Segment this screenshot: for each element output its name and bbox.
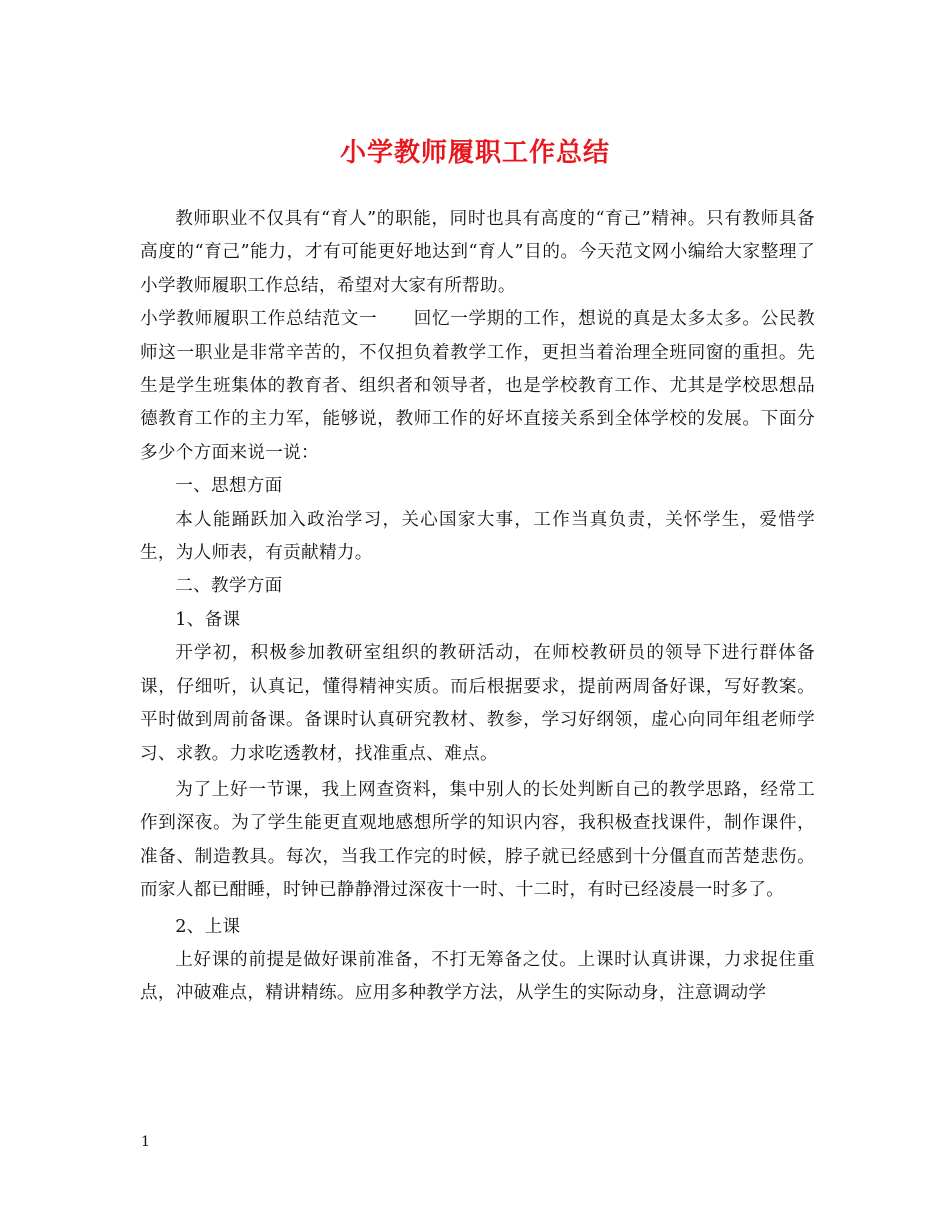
document-body	[140, 203, 815, 1011]
document-title: 小学教师履职工作总结	[339, 138, 610, 168]
subheading-class: 2、上课	[175, 916, 241, 937]
sample-one-paragraph: 小学教师履职工作总结范文一 回忆一学期的工作，想说的真是太多太多。公民教师这一职业是非常辛苦的，不仅担负着教学工作，更担当着治理全班同窗的重担。先生是学生班集体的教育者、组织者和领导者，也是学校教育工作、尤其是学校思想品德教育工作的主力军，能够说，教师工作的好坏直接关系到全体学校的发展。下面分多少个方面来说一说：	[140, 309, 815, 463]
thought-paragraph: 本人能踊跃加入政治学习，关心国家大事，工作当真负责，关怀学生，爱惜学生，为人师表，有贡献精力。	[140, 509, 815, 564]
page-number: 1	[141, 1134, 150, 1150]
subheading-lesson-prep: 1、备课	[175, 609, 241, 630]
lesson-effort-paragraph: 为了上好一节课，我上网查资料，集中别人的长处判断自己的教学思路，经常工作到深夜。为了学生能更直观地感想所学的知识内容，我积极查找课件，制作课件，准备、制造教具。每次，当我工作完的时候，脖子就已经感到十分僵直而苦楚悲伤。而家人都已酣睡，时钟已静静滑过深夜十一时、十二时，有时已经凌晨一时多了。	[140, 779, 815, 901]
intro-paragraph: 教师职业不仅具有“育人”的职能，同时也具有高度的“育己”精神。只有教师具备高度的“育己”能力，才有可能更好地达到“育人”目的。今天范文网小编给大家整理了小学教师履职工作总结，希望对大家有所帮助。	[140, 209, 815, 296]
section-heading-thought: 一、思想方面	[175, 476, 283, 497]
class-paragraph: 上好课的前提是做好课前准备，不打无筹备之仗。上课时认真讲课，力求捉住重点，冲破难点，精讲精练。应用多种教学方法，从学生的实际动身，注意调动学	[140, 949, 815, 1004]
lesson-prep-paragraph: 开学初，积极参加教研室组织的教研活动，在师校教研员的领导下进行群体备课，仔细听，认真记，懂得精神实质。而后根据要求，提前两周备好课，写好教案。平时做到周前备课。备课时认真研究教材、教参，学习好纲领，虚心向同年组老师学习、求教。力求吃透教材，找准重点、难点。	[140, 643, 815, 764]
section-heading-teaching: 二、教学方面	[175, 576, 283, 597]
